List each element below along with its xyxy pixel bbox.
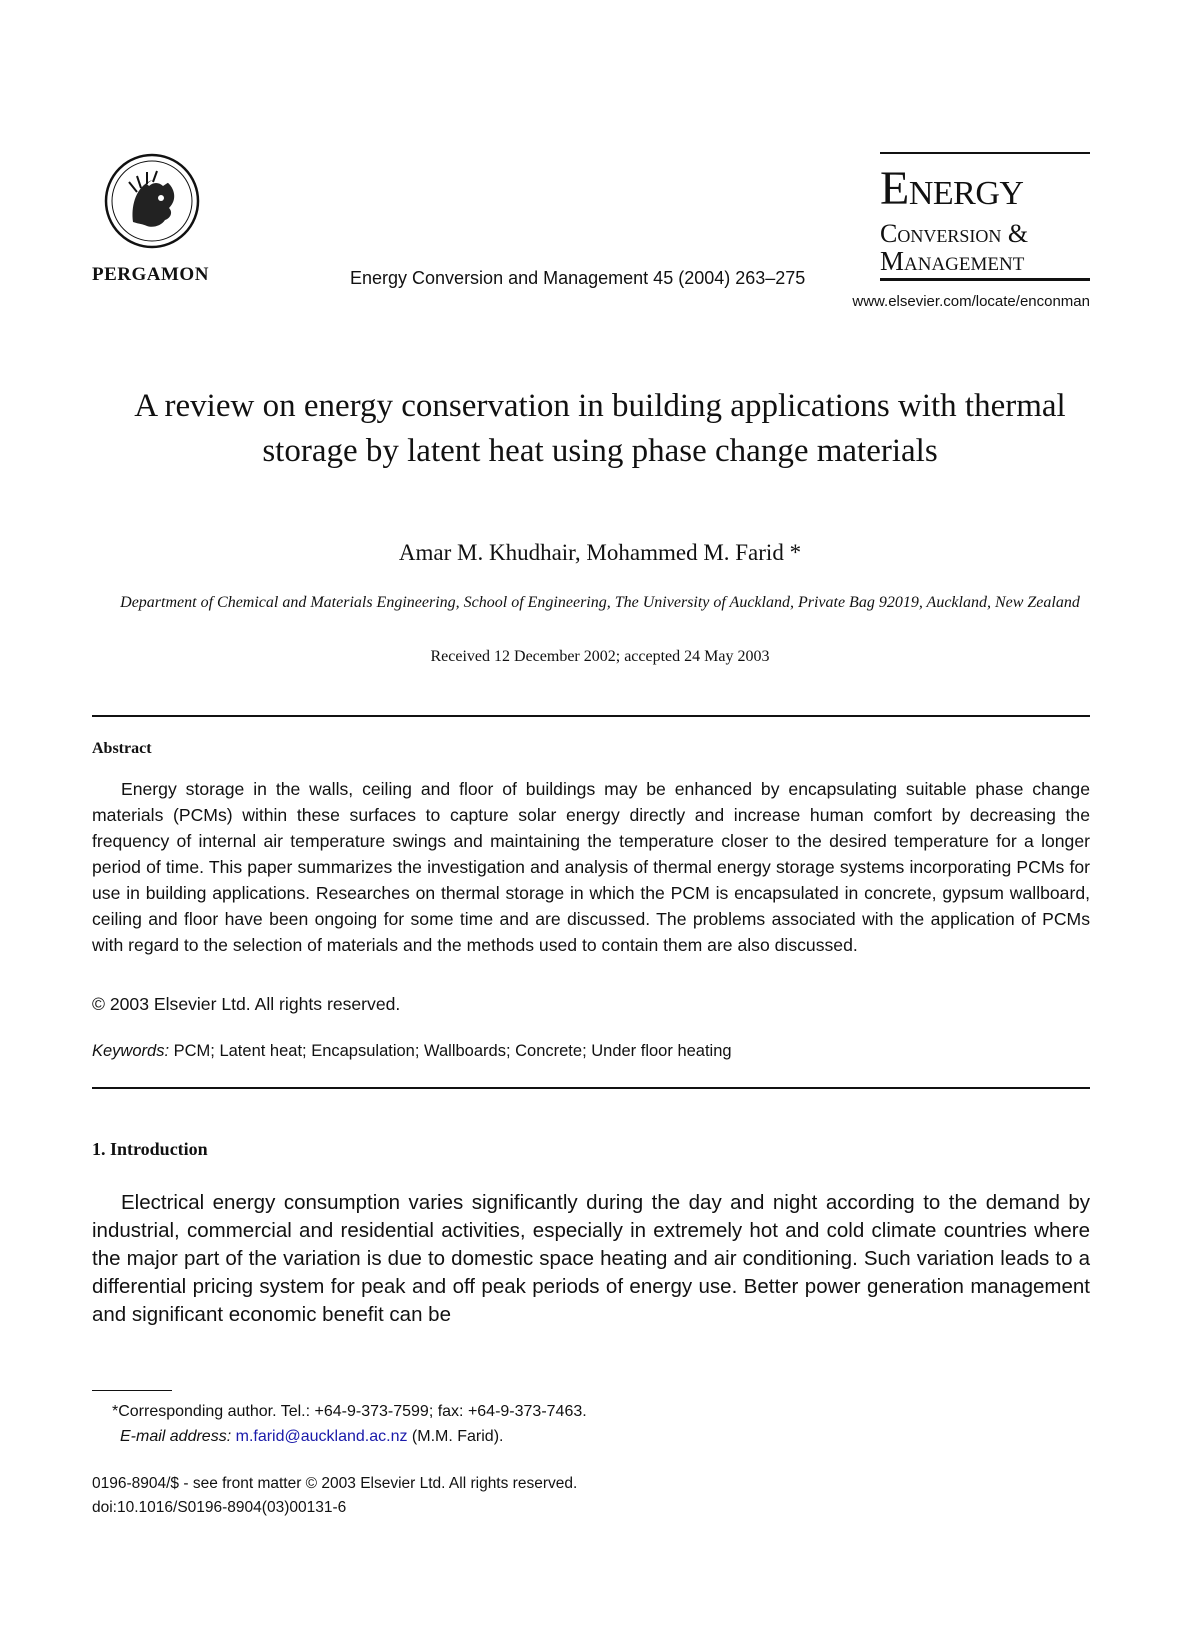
publisher-logo [103, 152, 201, 250]
introduction-text: Electrical energy consumption varies significantly during the day and night according to the demand by industrial, commercial and residential activities, especially in extremely hot and cold climate countries where the major part of the variation is due to domestic space heating and air conditioning. Such variation leads to a differential pricing system for peak and off peak periods of energy use. Better power generation management and significant economic benefit can be [92, 1191, 1090, 1326]
corresponding-author-footnote: *Corresponding author. Tel.: +64-9-373-7599; fax: +64-9-373-7463. [112, 1403, 587, 1420]
abstract-heading: Abstract [92, 740, 152, 757]
keywords-list: PCM; Latent heat; Encapsulation; Wallboards; Concrete; Under floor heating [173, 1042, 732, 1060]
email-link[interactable]: m.farid@auckland.ac.nz [235, 1428, 408, 1445]
section-heading-introduction: 1. Introduction [92, 1139, 208, 1159]
abstract-top-rule [92, 715, 1090, 717]
footnote-rule [92, 1390, 172, 1391]
article-authors: Amar M. Khudhair, Mohammed M. Farid * [398, 540, 802, 565]
journal-brand-line1: Energy [880, 162, 1024, 215]
abstract-copyright: © 2003 Elsevier Ltd. All rights reserved. [92, 994, 401, 1014]
brand-rule-bottom [880, 278, 1090, 281]
logo-emblem-icon [103, 152, 201, 250]
brand-rule-top [880, 152, 1090, 154]
journal-citation: Energy Conversion and Management 45 (2004) 263–275 [350, 268, 806, 288]
abstract-text: Energy storage in the walls, ceiling and floor of buildings may be enhanced by encapsulating suitable phase change materials (PCMs) within these surfaces to capture solar energy directly and increase human comfort by decreasing the frequency of internal air temperature swings and maintaining the temperature closer to the desired temperature for a longer period of time. This paper summarizes the investigation and analysis of thermal energy storage systems incorporating PCMs for use in building applications. Researches on thermal storage in which the PCM is encapsulated in concrete, gypsum wallboard, ceiling and floor have been ongoing for some time and are discussed. The problems associated with the application of PCMs with regard to the selection of materials and the methods used to contain them are also discussed. [92, 779, 1090, 955]
email-footnote [120, 1428, 503, 1446]
abstract-bottom-rule [92, 1087, 1090, 1089]
email-label: E-mail address: [120, 1428, 232, 1445]
issn-line: 0196-8904/$ - see front matter © 2003 Elsevier Ltd. All rights reserved. [92, 1475, 578, 1492]
journal-brand-line2: Conversion & [880, 219, 1029, 248]
journal-url-link[interactable]: www.elsevier.com/locate/enconman [852, 293, 1090, 310]
keywords-line [92, 1042, 732, 1061]
keywords-label: Keywords: [92, 1042, 170, 1060]
email-suffix: (M.M. Farid). [407, 1428, 504, 1445]
publisher-name: PERGAMON [92, 264, 209, 285]
article-title: A review on energy conservation in building applications with thermal storage by latent heat using phase change materials [134, 388, 1066, 469]
author-affiliation: Department of Chemical and Materials Engineering, School of Engineering, The University of Auckland, Private Bag 92019, Auckland, New Zealand [120, 594, 1080, 611]
doi-line[interactable]: doi:10.1016/S0196-8904(03)00131-6 [92, 1499, 347, 1516]
journal-brand-line3: Management [880, 246, 1025, 276]
received-dates: Received 12 December 2002; accepted 24 May 2003 [430, 648, 770, 665]
